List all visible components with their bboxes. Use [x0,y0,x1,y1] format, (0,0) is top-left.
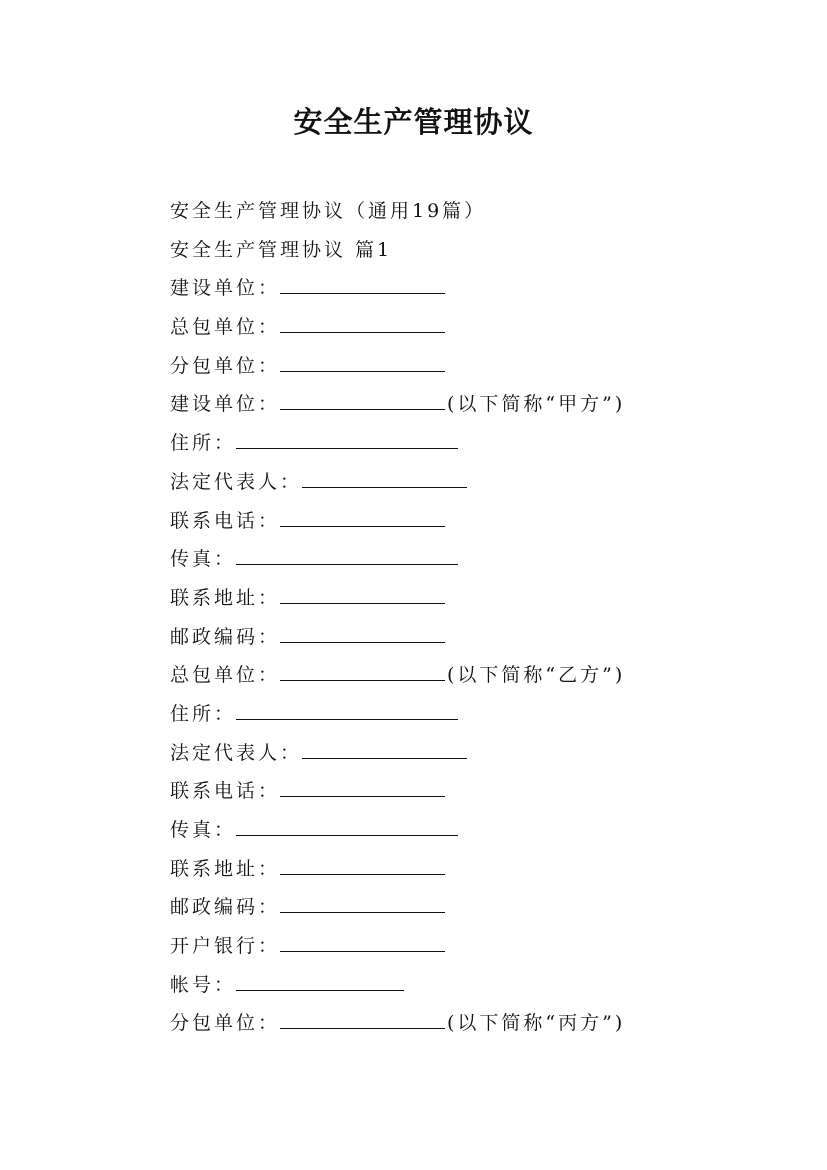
document-subtitle: 安全生产管理协议（通用19篇） [170,200,487,222]
field-label: 分包单位： [170,1012,281,1035]
field-label: 开户银行： [170,935,281,958]
field-row [170,540,730,579]
field-label: 总包单位： [170,316,281,339]
field-row [170,695,730,734]
blank-line-field[interactable] [280,308,445,333]
blank-line-field[interactable] [280,1004,445,1029]
field-row [170,888,730,927]
blank-line-field[interactable] [236,811,458,836]
document-title: 安全生产管理协议 [293,105,534,139]
blank-line-field[interactable] [280,385,445,410]
blank-line-field[interactable] [280,502,445,527]
field-label: 住所： [170,432,237,455]
field-row [170,1004,730,1043]
field-row [170,502,730,541]
field-label: 法定代表人： [170,741,303,764]
blank-line-field[interactable] [236,695,458,720]
blank-line-field[interactable] [280,850,445,875]
field-row [170,772,730,811]
field-row [170,463,730,502]
blank-line-field[interactable] [236,424,458,449]
field-row [170,308,730,347]
field-row [170,811,730,850]
field-suffix: (以下简称“乙方”) [447,664,626,687]
field-row [170,734,730,773]
field-row [170,927,730,966]
blank-line-field[interactable] [280,269,445,294]
blank-line-field[interactable] [280,347,445,372]
blank-line-field[interactable] [280,579,445,604]
field-row [170,579,730,618]
field-label: 建设单位： [170,277,281,300]
field-label: 邮政编码： [170,896,281,919]
field-label: 住所： [170,702,237,725]
document-body [170,192,730,1043]
field-label: 建设单位： [170,393,281,416]
field-row [170,424,730,463]
field-label: 联系地址： [170,857,281,880]
blank-line-field[interactable] [280,772,445,797]
blank-line-field[interactable] [280,888,445,913]
field-label: 法定代表人： [170,470,303,493]
field-label: 联系电话： [170,780,281,803]
field-label: 帐号： [170,973,237,996]
blank-line-field[interactable] [280,656,445,681]
field-suffix: (以下简称“甲方”) [447,393,626,416]
field-row [170,618,730,657]
blank-line-field[interactable] [280,927,445,952]
blank-line-field[interactable] [302,734,467,759]
field-label: 邮政编码： [170,625,281,648]
section-heading: 安全生产管理协议 篇1 [170,238,393,261]
field-row [170,966,730,1005]
field-row [170,850,730,889]
blank-line-field[interactable] [236,966,404,991]
field-row [170,385,730,424]
field-label: 传真： [170,819,237,841]
blank-line-field[interactable] [280,618,445,643]
blank-line-field[interactable] [302,463,467,488]
field-row [170,269,730,308]
field-label: 分包单位： [170,354,281,377]
field-label: 传真： [170,548,237,571]
field-row [170,656,730,695]
field-label: 总包单位： [170,664,281,687]
field-label: 联系地址： [170,586,281,609]
field-row [170,347,730,386]
blank-line-field[interactable] [236,540,458,565]
field-suffix: (以下简称“丙方”) [447,1012,626,1035]
field-label: 联系电话： [170,509,281,532]
